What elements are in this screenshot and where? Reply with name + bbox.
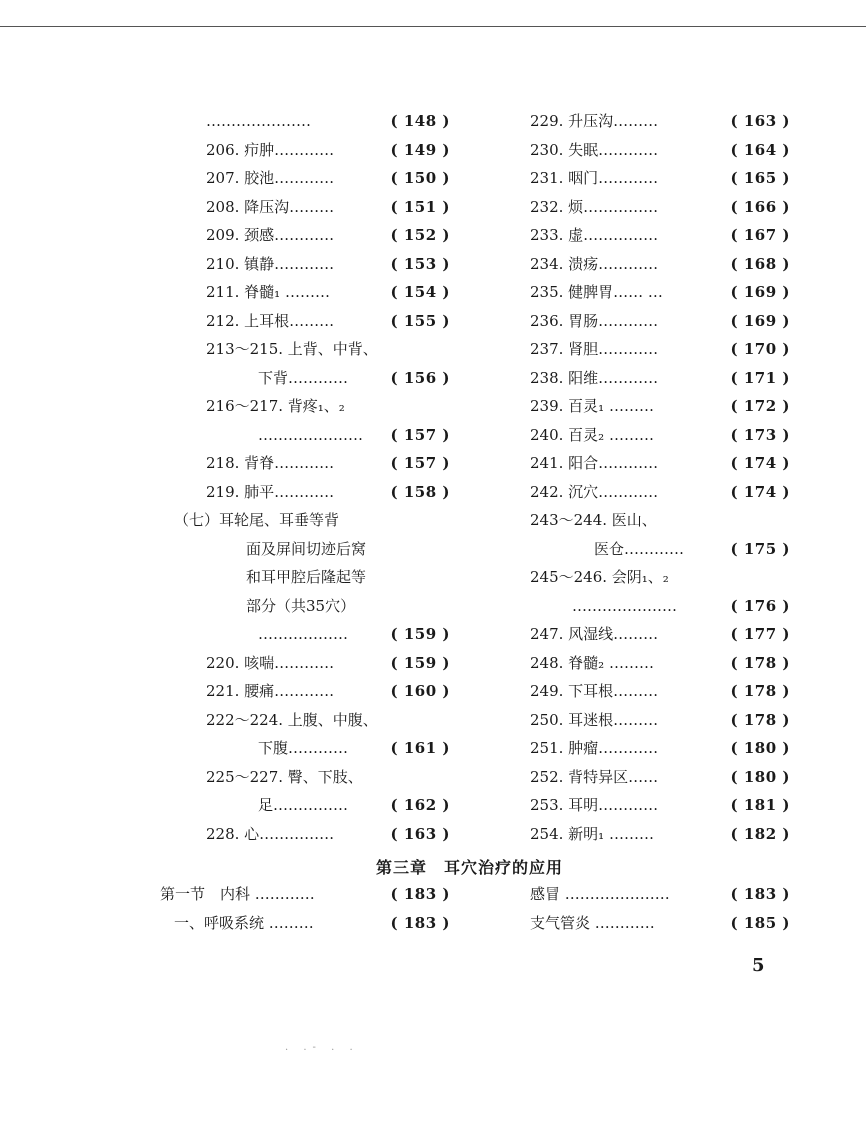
toc-entry-title: 第一节 内科 …………: [160, 885, 315, 903]
toc-entry: [530, 791, 790, 820]
toc-entry: [160, 335, 450, 364]
toc-entry: [160, 734, 450, 763]
toc-entry: [530, 478, 790, 507]
toc-entry: [530, 909, 790, 938]
toc-bottom-left: [160, 880, 450, 937]
toc-entry-page: ( 178 ): [730, 710, 790, 729]
toc-entry-page: ( 152 ): [390, 226, 450, 244]
toc-entry-title: 部分（共35穴）: [246, 596, 356, 615]
toc-entry: [530, 164, 790, 193]
toc-entry-title: ………………: [258, 625, 348, 643]
toc-entry: [160, 136, 450, 165]
toc-entry-title: （七）耳轮尾、耳垂等背: [174, 511, 340, 529]
toc-entry-title: 212. 上耳根………: [206, 311, 335, 330]
toc-entry: [530, 221, 790, 250]
toc-entry-title: 207. 胶池…………: [206, 169, 335, 187]
toc-entry-title: 245～246. 会阴₁、₂: [530, 568, 669, 586]
toc-entry-page: ( 163 ): [390, 824, 450, 843]
toc-entry: [530, 250, 790, 279]
toc-entry-title: 下腹…………: [258, 739, 349, 757]
toc-entry-title: 243～244. 医山、: [530, 511, 657, 529]
toc-entry-title: 医仓…………: [594, 539, 685, 558]
toc-entry: [530, 506, 790, 535]
toc-entry-page: ( 160 ): [390, 682, 450, 700]
toc-entry: [530, 620, 790, 649]
toc-entry-title: 235. 健脾胃…… …: [530, 283, 663, 301]
toc-entry-page: ( 155 ): [390, 311, 450, 330]
toc-entry-page: ( 173 ): [730, 425, 790, 444]
toc-entry: [160, 820, 450, 849]
toc-entry: [160, 421, 450, 450]
toc-entry-page: ( 176 ): [730, 596, 790, 615]
toc-entry: [530, 763, 790, 792]
toc-entry-title: 221. 腰痛…………: [206, 682, 335, 700]
toc-entry: [160, 278, 450, 307]
toc-entry-page: ( 148 ): [390, 112, 450, 130]
toc-entry-page: ( 161 ): [390, 739, 450, 757]
toc-entry-page: ( 183 ): [390, 913, 450, 932]
toc-entry-title: 和耳甲腔后隆起等: [246, 568, 367, 586]
toc-entry-title: 249. 下耳根………: [530, 682, 659, 700]
toc-entry-title: …………………: [572, 596, 677, 615]
toc-entry-title: 252. 背特异区……: [530, 767, 659, 786]
toc-entry: [530, 193, 790, 222]
toc-entry-title: 250. 耳迷根………: [530, 710, 659, 729]
toc-entry-title: 一、呼吸系统 ………: [174, 913, 314, 932]
toc-entry-page: ( 175 ): [730, 539, 790, 558]
toc-entry: [530, 307, 790, 336]
toc-entry: [530, 535, 790, 564]
toc-entry: [160, 909, 450, 938]
toc-entry: [530, 706, 790, 735]
toc-entry: [160, 250, 450, 279]
toc-entry-title: 247. 风湿线………: [530, 625, 659, 643]
toc-entry-title: 220. 咳喘…………: [206, 653, 335, 672]
toc-entry-title: 231. 咽门…………: [530, 169, 659, 187]
toc-entry: [530, 421, 790, 450]
toc-entry-title: 211. 脊髓₁ ………: [206, 283, 330, 301]
toc-entry: [160, 307, 450, 336]
toc-entry: [530, 449, 790, 478]
toc-entry-page: ( 185 ): [730, 913, 790, 932]
toc-entry-page: ( 183 ): [730, 885, 790, 903]
toc-entry-title: 222～224. 上腹、中腹、: [206, 710, 378, 729]
toc-bottom-right: [530, 880, 790, 937]
toc-entry-title: 208. 降压沟………: [206, 197, 335, 216]
toc-entry: [160, 706, 450, 735]
toc-entry: [160, 107, 450, 136]
toc-entry-page: ( 172 ): [730, 397, 790, 415]
toc-entry: [160, 677, 450, 706]
toc-entry: [160, 221, 450, 250]
toc-entry-title: 241. 阳合…………: [530, 454, 659, 472]
toc-entry: [160, 880, 450, 909]
toc-entry-page: ( 157 ): [390, 425, 450, 444]
toc-entry-title: 下背…………: [258, 368, 349, 387]
toc-entry-page: ( 159 ): [390, 653, 450, 672]
toc-entry: [530, 278, 790, 307]
toc-entry-title: 234. 溃疡…………: [530, 254, 659, 273]
top-rule: [0, 26, 866, 27]
toc-entry-page: ( 180 ): [730, 767, 790, 786]
toc-entry-page: ( 169 ): [730, 311, 790, 330]
toc-right-column: [530, 107, 790, 848]
toc-entry-page: ( 162 ): [390, 796, 450, 814]
toc-entry-page: ( 159 ): [390, 625, 450, 643]
toc-entry: [530, 734, 790, 763]
toc-entry-page: ( 168 ): [730, 254, 790, 273]
toc-entry-title: 218. 背脊…………: [206, 454, 335, 472]
toc-entry: [160, 506, 450, 535]
toc-entry: [530, 649, 790, 678]
toc-entry-title: …………………: [206, 112, 311, 130]
toc-entry-title: 206. 疖肿…………: [206, 140, 335, 159]
page-number: 5: [752, 955, 765, 976]
toc-entry-title: 237. 肾胆…………: [530, 340, 659, 358]
toc-entry-title: …………………: [258, 425, 363, 444]
toc-entry-page: ( 163 ): [730, 112, 790, 130]
toc-entry-page: ( 157 ): [390, 454, 450, 472]
toc-entry-title: 209. 颈感…………: [206, 226, 335, 244]
toc-entry: [530, 592, 790, 621]
toc-entry-page: ( 167 ): [730, 226, 790, 244]
toc-entry-page: ( 166 ): [730, 197, 790, 216]
toc-entry-title: 239. 百灵₁ ………: [530, 397, 654, 415]
toc-entry: [160, 649, 450, 678]
toc-entry-page: ( 178 ): [730, 653, 790, 672]
toc-entry-page: ( 174 ): [730, 454, 790, 472]
toc-entry: [160, 620, 450, 649]
toc-entry-page: ( 165 ): [730, 169, 790, 187]
toc-entry: [160, 164, 450, 193]
toc-entry: [530, 107, 790, 136]
toc-entry-page: ( 154 ): [390, 283, 450, 301]
toc-entry-title: 253. 耳明…………: [530, 796, 659, 814]
toc-entry-title: 面及屏间切迹后窝: [246, 539, 367, 558]
toc-entry: [160, 392, 450, 421]
toc-entry: [160, 364, 450, 393]
toc-entry-title: 213～215. 上背、中背、: [206, 340, 378, 358]
toc-entry: [160, 535, 450, 564]
toc-entry: [160, 193, 450, 222]
toc-entry: [530, 880, 790, 909]
toc-entry: [530, 335, 790, 364]
toc-entry-title: 229. 升压沟………: [530, 112, 659, 130]
toc-entry-page: ( 174 ): [730, 482, 790, 501]
toc-entry-page: ( 153 ): [390, 254, 450, 273]
toc-entry-page: ( 180 ): [730, 739, 790, 757]
toc-left-column: [160, 107, 450, 848]
toc-entry: [160, 791, 450, 820]
toc-entry-page: ( 164 ): [730, 140, 790, 159]
scan-specks: . .- . .: [285, 1042, 359, 1053]
toc-entry-title: 233. 虚……………: [530, 226, 659, 244]
toc-entry-page: ( 177 ): [730, 625, 790, 643]
toc-entry: [530, 677, 790, 706]
toc-entry-title: 216～217. 背疼₁、₂: [206, 397, 345, 415]
toc-entry-page: ( 150 ): [390, 169, 450, 187]
toc-entry-page: ( 178 ): [730, 682, 790, 700]
toc-entry: [530, 136, 790, 165]
toc-entry: [160, 449, 450, 478]
toc-entry-title: 219. 肺平…………: [206, 482, 335, 501]
toc-entry: [530, 563, 790, 592]
toc-entry-page: ( 171 ): [730, 368, 790, 387]
toc-entry-title: 236. 胃肠…………: [530, 311, 659, 330]
toc-entry-title: 240. 百灵₂ ………: [530, 425, 654, 444]
toc-entry-page: ( 181 ): [730, 796, 790, 814]
toc-entry-title: 228. 心……………: [206, 824, 335, 843]
toc-entry-page: ( 158 ): [390, 482, 450, 501]
toc-entry: [160, 478, 450, 507]
toc-entry-title: 230. 失眠…………: [530, 140, 659, 159]
toc-entry-title: 248. 脊髓₂ ………: [530, 653, 654, 672]
toc-entry-title: 232. 烦……………: [530, 197, 659, 216]
toc-entry: [530, 392, 790, 421]
toc-entry-page: ( 183 ): [390, 885, 450, 903]
toc-entry-title: 254. 新明₁ ………: [530, 824, 654, 843]
toc-entry-page: ( 170 ): [730, 340, 790, 358]
toc-entry: [160, 592, 450, 621]
toc-entry: [530, 364, 790, 393]
toc-entry: [160, 763, 450, 792]
toc-entry-title: 238. 阳维…………: [530, 368, 659, 387]
toc-entry-page: ( 169 ): [730, 283, 790, 301]
toc-entry: [160, 563, 450, 592]
toc-entry: [530, 820, 790, 849]
toc-entry-page: ( 149 ): [390, 140, 450, 159]
toc-entry-title: 感冒 …………………: [530, 885, 670, 903]
toc-entry-title: 251. 肿瘤…………: [530, 739, 659, 757]
toc-entry-page: ( 156 ): [390, 368, 450, 387]
toc-entry-title: 242. 沉穴…………: [530, 482, 659, 501]
toc-entry-title: 210. 镇静…………: [206, 254, 335, 273]
toc-entry-title: 225～227. 臀、下肢、: [206, 767, 363, 786]
toc-entry-page: ( 182 ): [730, 824, 790, 843]
toc-entry-title: 足……………: [258, 796, 349, 814]
toc-entry-title: 支气管炎 …………: [530, 913, 655, 932]
chapter-title: 第三章 耳穴治疗的应用: [376, 858, 564, 877]
toc-entry-page: ( 151 ): [390, 197, 450, 216]
